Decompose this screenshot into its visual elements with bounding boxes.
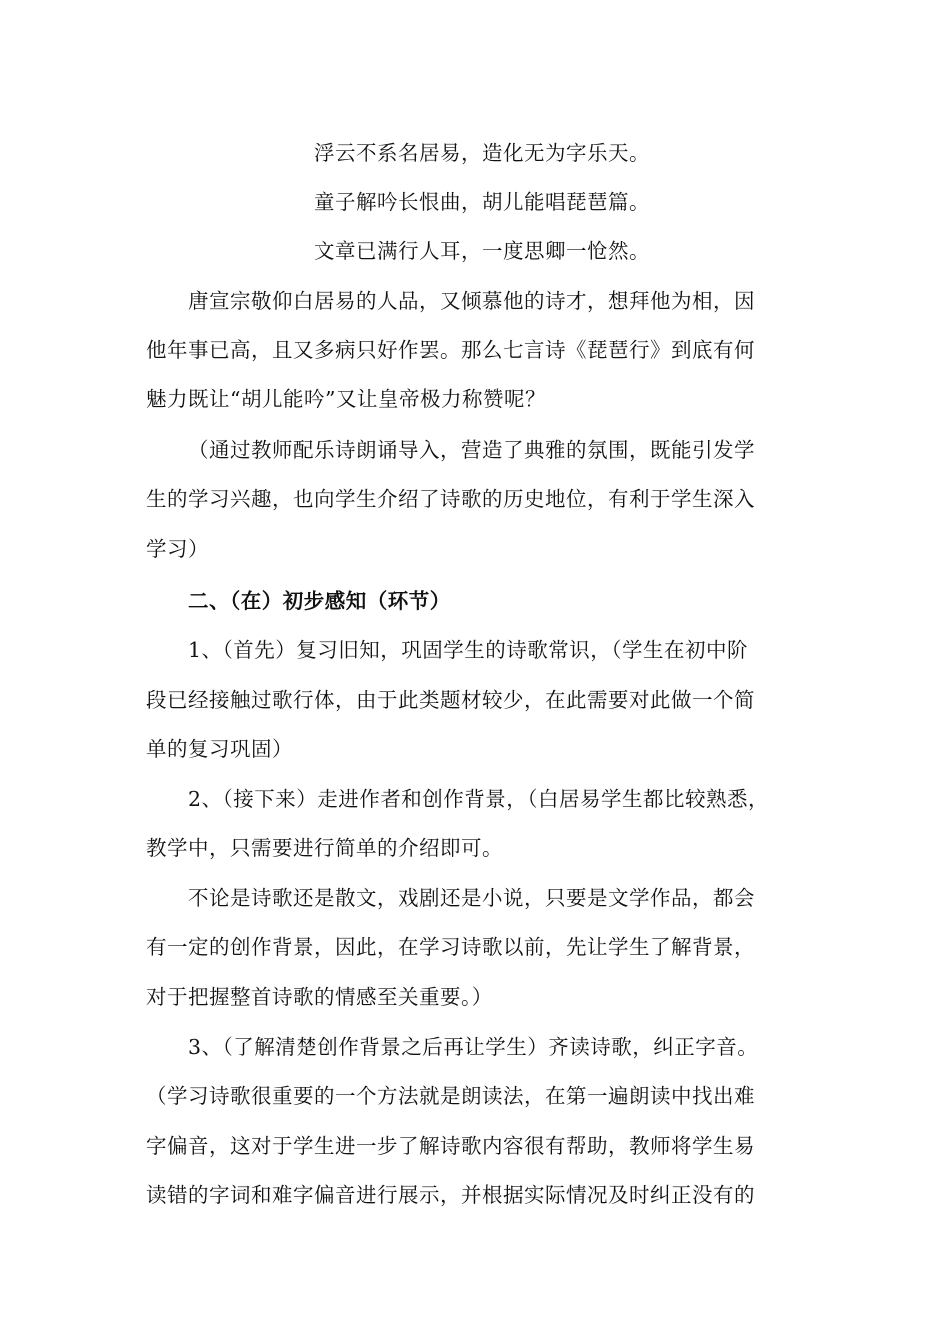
item2-line-2: 教学中，只需要进行简单的介绍即可。 — [146, 836, 503, 860]
paragraph2-line-3: 对于把握整首诗歌的情感至关重要。） — [146, 985, 493, 1009]
item3-line-1: 3、（了解清楚创作背景之后再让学生）齐读诗歌，纠正字音。 — [188, 1035, 759, 1059]
paragraph2-line-1: 不论是诗歌还是散文，戏剧还是小说，只要是文学作品，都会 — [188, 886, 755, 910]
note1-line-3: 学习） — [146, 537, 209, 561]
item3-line-4: 读错的字词和难字偏音进行展示，并根据实际情况及时纠正没有的 — [146, 1183, 755, 1207]
item1-line-1: 1、（首先）复习旧知，巩固学生的诗歌常识，（学生在初中阶 — [188, 638, 749, 662]
note1-line-1: （通过教师配乐诗朗诵导入，营造了典雅的氛围，既能引发学 — [188, 438, 755, 462]
item1-line-2: 段已经接触过歌行体，由于此类题材较少，在此需要对此做一个简 — [146, 688, 755, 712]
paragraph1-line-1: 唐宣宗敬仰白居易的人品，又倾慕他的诗才，想拜他为相，因 — [188, 289, 755, 313]
poem-line-2: 童子解吟长恨曲，胡儿能唱琵琶篇。 — [314, 190, 650, 214]
item2-line-1: 2、（接下来）走进作者和创作背景，（白居易学生都比较熟悉， — [188, 787, 770, 811]
paragraph2-line-2: 有一定的创作背景，因此，在学习诗歌以前，先让学生了解背景， — [146, 935, 755, 959]
item3-line-3: 字偏音，这对于学生进一步了解诗歌内容很有帮助，教师将学生易 — [146, 1134, 755, 1158]
poem-line-1: 浮云不系名居易，造化无为字乐天。 — [314, 141, 650, 165]
section-heading: 二、（在）初步感知（环节） — [188, 589, 451, 613]
note1-line-2: 生的学习兴趣，也向学生介绍了诗歌的历史地位，有利于学生深入 — [146, 487, 755, 511]
item1-line-3: 单的复习巩固） — [146, 737, 293, 761]
poem-line-3: 文章已满行人耳，一度思卿一怆然。 — [314, 239, 650, 263]
paragraph1-line-3: 魅力既让“胡儿能吟”又让皇帝极力称赞呢？ — [146, 387, 546, 411]
paragraph1-line-2: 他年事已高，且又多病只好作罢。那么七言诗《琵琶行》到底有何 — [146, 338, 755, 362]
item3-line-2: （学习诗歌很重要的一个方法就是朗读法，在第一遍朗读中找出难 — [146, 1084, 755, 1108]
